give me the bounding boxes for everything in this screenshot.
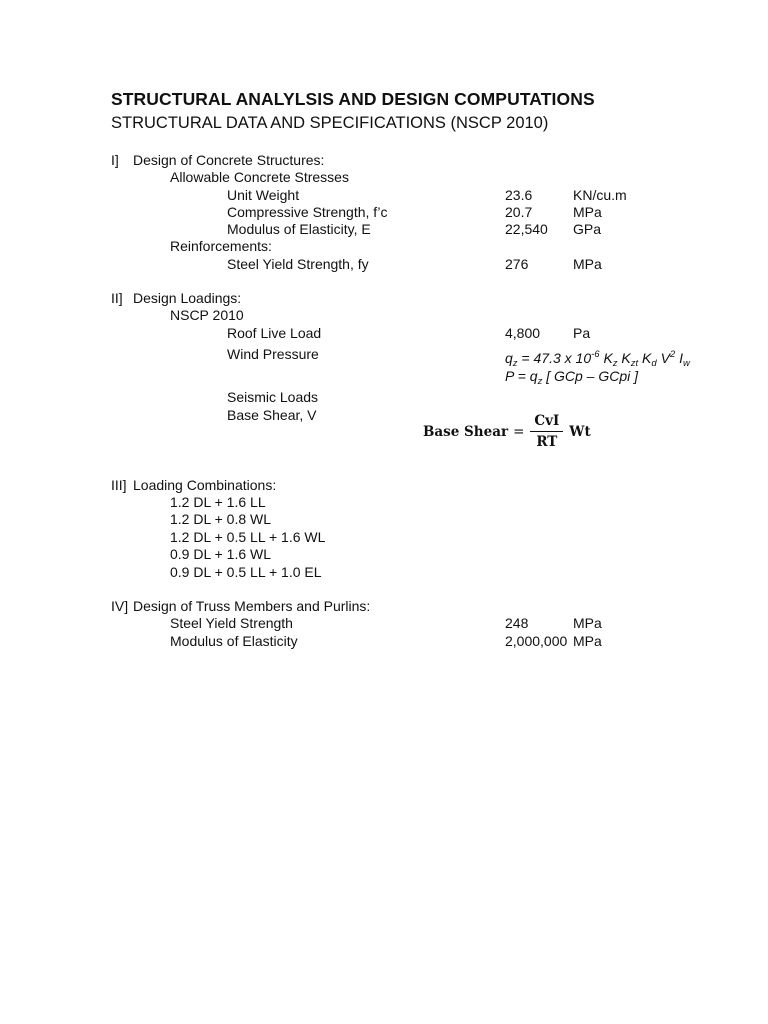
row-unit: MPa: [573, 633, 602, 649]
row-label: Steel Yield Strength, fy: [227, 256, 369, 272]
base-shear-equation: [423, 413, 591, 450]
equation-fraction: [530, 413, 563, 450]
pressure-formula: $P = q_z$ [ GCp – GCpi ]: [505, 368, 639, 387]
row-label: Steel Yield Strength: [170, 615, 293, 631]
row-value: 4,800: [505, 325, 541, 341]
section-3-number: III]: [111, 477, 127, 493]
row-label: Wind Pressure: [227, 346, 319, 362]
load-combination: 1.2 DL + 1.6 LL: [170, 494, 266, 510]
load-combination: 1.2 DL + 0.5 LL + 1.6 WL: [170, 529, 326, 545]
row-label: Unit Weight: [227, 187, 300, 203]
base-shear-label: Base Shear, V: [227, 407, 317, 423]
fraction-numerator: CvI: [530, 413, 563, 432]
row-label: Modulus of Elasticity: [170, 633, 298, 649]
section-1-heading: Design of Concrete Structures:: [133, 152, 325, 168]
section-2-number: II]: [111, 290, 123, 306]
section-3-heading: Loading Combinations:: [133, 477, 277, 493]
row-label: Modulus of Elasticity, E: [227, 221, 371, 237]
row-unit: MPa: [573, 204, 602, 220]
load-combination: 0.9 DL + 0.5 LL + 1.0 EL: [170, 564, 322, 580]
section-1-subheading-2: Reinforcements:: [170, 238, 272, 254]
row-value: 248: [505, 615, 529, 631]
row-value: 23.6: [505, 187, 533, 203]
section-1-number: I]: [111, 152, 119, 168]
load-combination: 0.9 DL + 1.6 WL: [170, 546, 272, 562]
row-unit: Pa: [573, 325, 591, 341]
row-unit: MPa: [573, 615, 602, 631]
page-subtitle: STRUCTURAL DATA AND SPECIFICATIONS (NSCP 2010): [111, 114, 549, 132]
page-title: STRUCTURAL ANALYLSIS AND DESIGN COMPUTATIONS: [111, 89, 595, 109]
row-label: Compressive Strength, f’c: [227, 204, 388, 220]
row-value: 276: [505, 256, 529, 272]
load-combination: 1.2 DL + 0.8 WL: [170, 511, 272, 527]
equation-lhs: Base Shear: [423, 423, 509, 440]
seismic-loads-label: Seismic Loads: [227, 389, 319, 405]
section-1-subheading: Allowable Concrete Stresses: [170, 169, 349, 185]
row-unit: MPa: [573, 256, 602, 272]
row-label: Roof Live Load: [227, 325, 322, 341]
section-4-number: IV]: [111, 598, 129, 614]
section-2-heading: Design Loadings:: [133, 290, 242, 306]
row-value: 20.7: [505, 204, 533, 220]
row-unit: GPa: [573, 221, 602, 237]
wind-pressure-formula: $q_z = 47.3$ x $10^{-6}$ $K_z$ $K_{zt}$ $K_d$ $V^2$ $I_w$: [505, 349, 690, 369]
row-unit: KN/cu.m: [573, 187, 627, 203]
section-4-heading: Design of Truss Members and Purlins:: [133, 598, 371, 614]
fraction-denominator: RT: [536, 434, 558, 450]
row-value: 2,000,000: [505, 633, 568, 649]
equation-equals: =: [513, 423, 525, 440]
section-2-subheading: NSCP 2010: [170, 307, 244, 323]
row-value: 22,540: [505, 221, 548, 237]
equation-weight: Wt: [569, 423, 591, 440]
